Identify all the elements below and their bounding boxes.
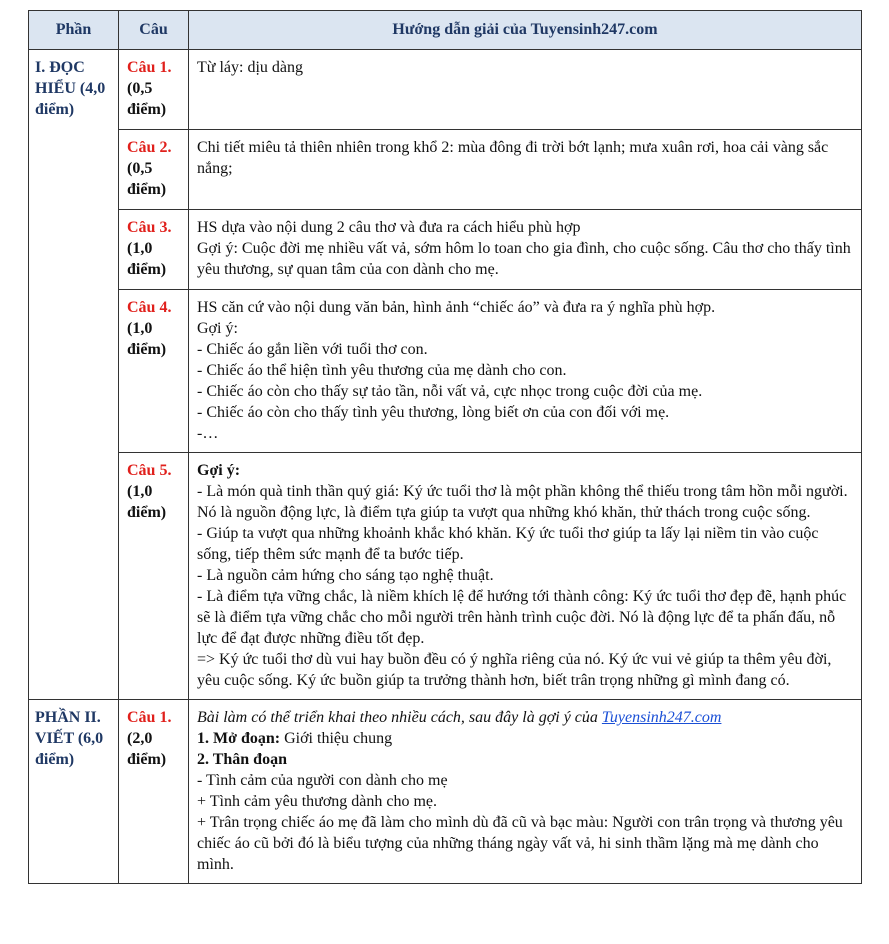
answer-line: Gợi ý: [197, 320, 238, 337]
answer-line: HS dựa vào nội dung 2 câu thơ và đưa ra cách hiểu phù hợp [197, 219, 581, 236]
answer-cell [189, 290, 862, 453]
answer-line: - Là món quà tinh thần quý giá: Ký ức tuổi thơ là một phần không thể thiếu trong tâm hồn mỗi người. Nó là nguồn động lực, là điểm tựa giúp ta vượt qua những khó khăn, thử thách trong cuộc sống. [197, 483, 848, 521]
question-number: Câu 5. [127, 462, 172, 479]
answer-cell [189, 130, 862, 210]
table-row [29, 210, 862, 290]
answer-line: -… [197, 425, 219, 442]
table-row [29, 700, 862, 884]
table-row [29, 453, 862, 700]
table-row [29, 290, 862, 453]
open-label: 1. Mở đoạn: [197, 730, 281, 747]
question-score: (2,0 điểm) [127, 730, 167, 768]
intro-text: Bài làm có thể triển khai theo nhiều cách, sau đây là gợi ý của [197, 709, 598, 726]
answer-line: - Chiếc áo thể hiện tình yêu thương của mẹ dành cho con. [197, 362, 567, 379]
answer-line: + Trân trọng chiếc áo mẹ đã làm cho mình dù đã cũ và bạc màu: Người con trân trọng và thương yêu chiếc áo cũ bởi đó là biểu tượng của những tháng ngày vất vả, hi sinh thầm lặng mà mẹ dành cho mình. [197, 814, 843, 873]
question-cell [119, 290, 189, 453]
header-guide: Hướng dẫn giải của Tuyensinh247.com [189, 11, 862, 50]
answer-line: - Là nguồn cảm hứng cho sáng tạo nghệ thuật. [197, 567, 494, 584]
open-paragraph [197, 728, 854, 749]
table-row [29, 130, 862, 210]
header-question: Câu [119, 11, 189, 50]
answer-line: HS căn cứ vào nội dung văn bản, hình ảnh “chiếc áo” và đưa ra ý nghĩa phù hợp. [197, 299, 716, 316]
answer-cell [189, 50, 862, 130]
question-number: Câu 3. [127, 219, 172, 236]
answer-line: Gợi ý: Cuộc đời mẹ nhiều vất vả, sớm hôm lo toan cho gia đình, cho cuộc sống. Câu thơ cho thấy tình yêu thương, sự quan tâm của con dành cho mẹ. [197, 240, 851, 278]
answer-cell [189, 210, 862, 290]
answer-cell [189, 453, 862, 700]
answer-table [28, 10, 862, 884]
question-cell [119, 50, 189, 130]
part-reading: I. ĐỌC HIỂU (4,0 điểm) [29, 50, 119, 700]
question-number: Câu 1. [127, 709, 172, 726]
question-cell [119, 130, 189, 210]
table-row [29, 50, 862, 130]
table-header-row [29, 11, 862, 50]
answer-line: - Tình cảm của người con dành cho mẹ [197, 772, 448, 789]
question-score: (0,5 điểm) [127, 80, 167, 118]
answer-line: Chi tiết miêu tả thiên nhiên trong khổ 2: mùa đông đi trời bớt lạnh; mưa xuân rơi, hoa cải vàng sắc nắng; [197, 139, 829, 177]
open-text: Giới thiệu chung [280, 730, 393, 747]
body-label: 2. Thân đoạn [197, 751, 287, 768]
answer-line: - Chiếc áo còn cho thấy tình yêu thương, lòng biết ơn của con đối với mẹ. [197, 404, 670, 421]
question-score: (1,0 điểm) [127, 483, 167, 521]
header-part: Phần [29, 11, 119, 50]
question-cell [119, 453, 189, 700]
question-cell [119, 210, 189, 290]
part-writing: PHẦN II. VIẾT (6,0 điểm) [29, 700, 119, 884]
question-number: Câu 4. [127, 299, 172, 316]
question-number: Câu 2. [127, 139, 172, 156]
answer-line: => Ký ức tuổi thơ dù vui hay buồn đều có ý nghĩa riêng của nó. Ký ức vui vẻ giúp ta thêm yêu đời, yêu cuộc sống. Ký ức buồn giúp ta trưởng thành hơn, biết trân trọng những gì mình đang có. [197, 651, 832, 689]
question-number: Câu 1. [127, 59, 172, 76]
answer-intro [197, 707, 854, 728]
answer-line: - Chiếc áo còn cho thấy sự tảo tần, nỗi vất vả, cực nhọc trong cuộc đời của mẹ. [197, 383, 703, 400]
tuyensinh-link[interactable]: Tuyensinh247.com [601, 709, 722, 726]
answer-cell [189, 700, 862, 884]
question-score: (0,5 điểm) [127, 160, 167, 198]
question-cell [119, 700, 189, 884]
answer-line: - Chiếc áo gắn liền với tuổi thơ con. [197, 341, 428, 358]
answer-line: Từ láy: dịu dàng [197, 59, 303, 76]
question-score: (1,0 điểm) [127, 320, 167, 358]
answer-line: + Tình cảm yêu thương dành cho mẹ. [197, 793, 438, 810]
answer-line: - Là điểm tựa vững chắc, là niềm khích lệ để hướng tới thành công: Ký ức tuổi thơ đẹp đẽ, hạnh phúc sẽ là điểm tựa vững chắc cho mỗi người trên hành trình cuộc đời. Nó là động lực để ta phấn đấu, nỗ lực để đạt được những điều tốt đẹp. [197, 588, 847, 647]
question-score: (1,0 điểm) [127, 240, 167, 278]
answer-heading: Gợi ý: [197, 462, 241, 479]
answer-line: - Giúp ta vượt qua những khoảnh khắc khó khăn. Ký ức tuổi thơ giúp ta lấy lại niềm tin vào cuộc sống, tiếp thêm sức mạnh để ta bước tiếp. [197, 525, 819, 563]
